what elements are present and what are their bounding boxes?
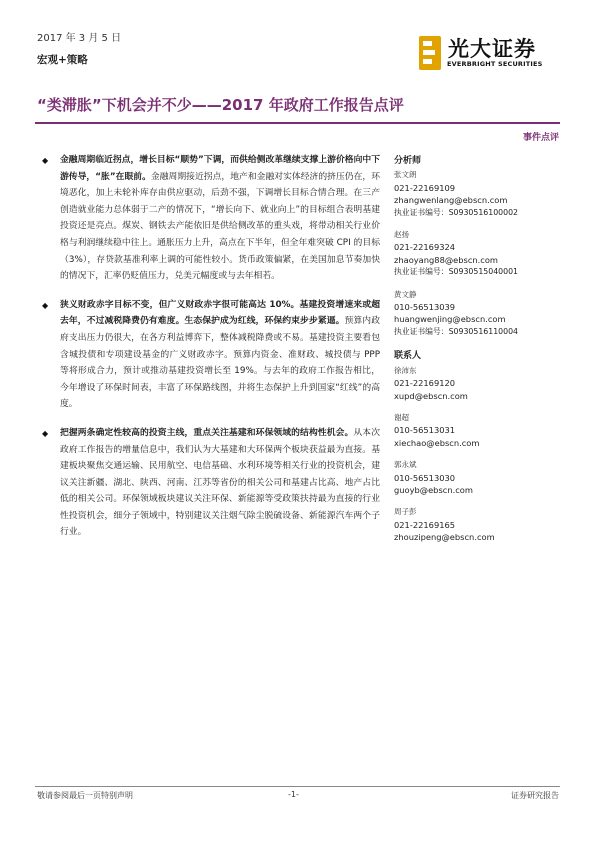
contact-email[interactable]: zhouzipeng@ebscn.com	[394, 532, 495, 543]
analyst-email[interactable]: zhaoyang88@ebscn.com	[394, 254, 499, 265]
page-number: -1-	[288, 790, 299, 799]
contact-phone: 021-22169120	[394, 378, 456, 389]
summary-bullet	[40, 425, 380, 541]
title-divider	[35, 122, 560, 124]
contacts-heading: 联系人	[394, 351, 422, 362]
analysts-heading: 分析师	[394, 156, 422, 166]
analyst-name: 黄文静	[394, 289, 417, 299]
bullet-body: 金融周期接近拐点，地产和金融对实体经济的挤压仍在，环境恶化，加上未轮补库存由供应驱动，后劲不强，下调增长目标合情合理。在三产创造就业能力总体弱于二产的情况下，“增长向下、就业向上”的目标组合表明基建投资还是亮点。煤炭、钢铁去产能依旧是供给侧改革的重头戏，将带动相关行业价格与利润继续稳中往上。通胀压力上升，高点在下半年，但全年难突破 CPI 的目标（3%），存贷款基准利率上调的可能性较小。货币政策偏紧，在美国加息节奏加快的情况下，汇率仍贬值压力，兑美元幅度或与去年相若。	[60, 171, 380, 282]
contact-card	[394, 365, 564, 402]
analyst-license: 执业证书编号：S0930515040001	[394, 267, 519, 277]
diamond-bullet-icon: ◆	[42, 156, 49, 165]
contact-card	[394, 412, 564, 449]
analyst-email[interactable]: huangwenjing@ebscn.com	[394, 314, 506, 325]
main-summary	[40, 152, 380, 553]
report-type-label: 事件点评	[522, 133, 559, 143]
contact-name: 徐沛东	[394, 365, 417, 375]
summary-bullet	[40, 152, 380, 285]
analyst-phone: 010-56513039	[394, 302, 456, 313]
footer-divider	[35, 786, 560, 787]
report-title: “类滞胀”下机会并不少——2017 年政府工作报告点评	[37, 96, 404, 114]
analyst-card	[394, 289, 564, 339]
analyst-name: 赵扬	[394, 230, 409, 240]
diamond-bullet-icon: ◆	[42, 428, 49, 438]
bullet-lead: 把握两条确定性较高的投资主线，重点关注基建和环保领域的结构性机会。	[60, 427, 354, 438]
analyst-name: 张文朗	[394, 170, 417, 180]
everbright-logo-icon	[419, 36, 441, 70]
analyst-card	[394, 229, 564, 279]
report-category: 宏观+策略	[37, 54, 88, 66]
contact-email[interactable]: guoyb@ebscn.com	[394, 484, 473, 495]
footer-disclaimer: 敬请参阅最后一页特别声明	[37, 791, 133, 800]
analyst-license: 执业证书编号：S0930516110004	[394, 326, 519, 336]
diamond-bullet-icon: ◆	[42, 300, 49, 310]
contact-name: 郭永斌	[394, 460, 417, 470]
contact-card	[394, 506, 564, 543]
bullet-body: 从本次政府工作报告的增量信息中，我们认为大基建和大环保两个板块获益最为直接。基建板块聚焦交通运输、民用航空、电信基础、水利环境等相关行业的投资机会，建议关注新疆、湖北、陕西、河南、江苏等省份的相关公司和基建占比高、地产占比低的相关公司。环保领域板块建议关注环保、新能源等受政策扶持最为直接的行业性投资机会，细分子领域中，特别建议关注烟气除尘脱硫设备、新能源汽车两个子行业。	[60, 427, 380, 538]
contact-phone: 021-22169165	[394, 519, 456, 530]
analyst-card	[394, 169, 564, 219]
analyst-email[interactable]: zhangwenlang@ebscn.com	[394, 195, 508, 206]
contact-email[interactable]: xupd@ebscn.com	[394, 390, 468, 401]
summary-bullet	[40, 297, 380, 413]
bullet-body: 预算内政府支出压力仍很大，在各方利益博弈下，整体减税降费或不易。基建投资主要看包含城投债和专项建设基金的广义财政赤字。预算内资金、准财政、城投债与 PPP 等将形成合力，预计或推动基建投资增长至 19%。与去年的政府工作报告相比，今年增设了环保时间表，丰富了环保路线图，并将生态保护上升到国家“红线”的高度。	[60, 316, 380, 410]
contact-phone: 010-56513030	[394, 472, 456, 483]
contact-card	[394, 459, 564, 496]
sidebar-authors	[394, 155, 564, 554]
bullet-lead: 狭义财政赤字目标不变，但广义财政赤字很可能高达 10%。基建投资增速来或超去年，不过减税降费仍有难度。生态保护成为红线，环保约束步步紧逼。	[60, 299, 380, 327]
footer-doc-type: 证券研究报告	[511, 791, 559, 800]
analyst-license: 执业证书编号：S0930516100002	[394, 207, 519, 217]
report-date: 2017 年 3 月 5 日	[37, 33, 122, 44]
contact-email[interactable]: xiechao@ebscn.com	[394, 437, 480, 448]
analyst-phone: 021-22169324	[394, 242, 456, 253]
analyst-phone: 021-22169109	[394, 182, 456, 193]
bullet-lead: 金融周期临近拐点，增长目标“顺势”下调，而供给侧改革继续支撑上游价格向中下游传导，“胀”在眼前。	[60, 155, 380, 182]
contact-phone: 010-56513031	[394, 425, 456, 436]
logo-chinese-name: 光大证券	[448, 36, 536, 61]
logo-english-name: EVERBRIGHT SECURITIES	[447, 60, 543, 68]
contact-name: 谢超	[394, 412, 409, 422]
contact-name: 周子彭	[394, 507, 417, 517]
